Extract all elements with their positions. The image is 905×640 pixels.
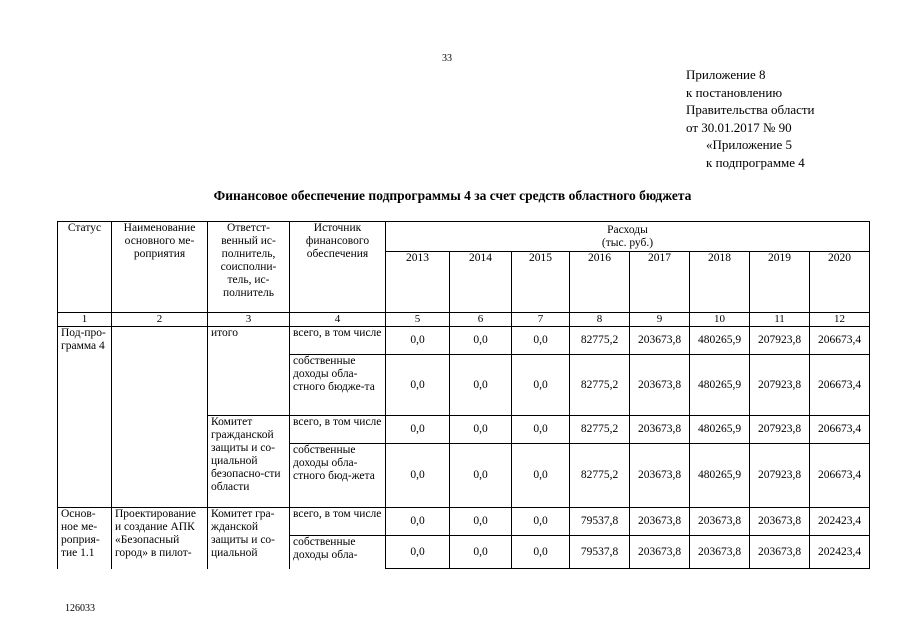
value-cell: 206673,4 [810,355,870,416]
value-cell: 82775,2 [570,444,630,508]
column-number-row [58,313,870,327]
value-cell: 0,0 [512,327,570,355]
value-cell: 203673,8 [750,508,810,536]
value-cell: 207923,8 [750,355,810,416]
header-source: Источник финансового обеспечения [290,222,386,313]
value-cell: 203673,8 [750,536,810,569]
annex-line: Правительства области [686,102,815,117]
value-cell: 0,0 [386,327,450,355]
document-code: 126033 [65,603,95,614]
value-cell: 0,0 [512,508,570,536]
value-cell: 82775,2 [570,355,630,416]
executor-cell: итого [208,327,290,416]
value-cell: 79537,8 [570,536,630,569]
source-cell: собственные доходы обла- [290,536,386,569]
column-number: 3 [208,313,290,327]
value-cell: 0,0 [386,355,450,416]
name-cell [112,327,208,508]
source-cell: собственные доходы обла-стного бюдже-та [290,355,386,416]
page-number: 33 [442,53,452,64]
status-cell: Под-про-грамма 4 [58,327,112,508]
column-number: 10 [690,313,750,327]
value-cell: 480265,9 [690,355,750,416]
column-number: 8 [570,313,630,327]
annex-line: от 30.01.2017 № 90 [686,119,792,135]
column-number: 2 [112,313,208,327]
value-cell: 203673,8 [630,416,690,444]
value-cell: 202423,4 [810,536,870,569]
column-number: 1 [58,313,112,327]
header-year: 2015 [512,252,570,313]
document-title: Финансовое обеспечение подпрограммы 4 за счет средств областного бюджета [213,188,692,203]
header-year: 2016 [570,252,630,313]
value-cell: 480265,9 [690,327,750,355]
value-cell: 0,0 [386,444,450,508]
value-cell: 203673,8 [630,536,690,569]
header-year: 2020 [810,252,870,313]
value-cell: 0,0 [512,416,570,444]
header-expenses [386,222,870,252]
header-executor: Ответст-венный ис-полнитель, соисполни-тель, ис-полнитель [208,222,290,313]
value-cell: 202423,4 [810,508,870,536]
value-cell: 203673,8 [630,508,690,536]
value-cell: 0,0 [450,327,512,355]
value-cell: 207923,8 [750,444,810,508]
source-cell: всего, в том числе [290,327,386,355]
header-year: 2013 [386,252,450,313]
value-cell: 203673,8 [630,327,690,355]
value-cell: 0,0 [450,508,512,536]
value-cell: 0,0 [512,444,570,508]
annex-line: Приложение 8 [686,67,766,82]
header-name: Наименование основного ме-роприятия [112,222,208,313]
value-cell: 480265,9 [690,444,750,508]
value-cell: 0,0 [386,536,450,569]
annex-sub-line: «Приложение 5 [706,137,793,152]
value-cell: 203673,8 [630,444,690,508]
value-cell: 0,0 [386,508,450,536]
annex-sub-line: к подпрограмме 4 [706,154,805,170]
header-expenses-label: Расходы [607,223,648,236]
executor-cell: Комитет гра-жданской защиты и со-циальной [208,508,290,569]
column-number: 5 [386,313,450,327]
table-row [58,327,870,355]
header-year: 2017 [630,252,690,313]
value-cell: 203673,8 [630,355,690,416]
value-cell: 82775,2 [570,416,630,444]
status-cell: Основ-ное ме-роприя-тие 1.1 [58,508,112,569]
header-expenses-unit: (тыс. руб.) [601,236,654,249]
source-cell: всего, в том числе [290,416,386,444]
source-cell: собственные доходы обла-стного бюд-жета [290,444,386,508]
value-cell: 206673,4 [810,416,870,444]
value-cell: 203673,8 [690,508,750,536]
value-cell: 82775,2 [570,327,630,355]
value-cell: 79537,8 [570,508,630,536]
column-number: 12 [810,313,870,327]
value-cell: 480265,9 [690,416,750,444]
column-number: 6 [450,313,512,327]
table-row [58,508,870,536]
annex-line: к постановлению [686,84,783,100]
finance-table [57,221,870,569]
annex-block [686,66,815,171]
value-cell: 0,0 [450,416,512,444]
column-number: 7 [512,313,570,327]
value-cell: 0,0 [512,355,570,416]
header-row [58,222,870,252]
value-cell: 207923,8 [750,416,810,444]
value-cell: 207923,8 [750,327,810,355]
header-status: Статус [58,222,112,313]
column-number: 9 [630,313,690,327]
header-year: 2014 [450,252,512,313]
header-year: 2019 [750,252,810,313]
value-cell: 0,0 [450,355,512,416]
value-cell: 0,0 [386,416,450,444]
value-cell: 206673,4 [810,327,870,355]
header-year: 2018 [690,252,750,313]
column-number: 4 [290,313,386,327]
column-number: 11 [750,313,810,327]
value-cell: 0,0 [450,444,512,508]
executor-cell: Комитет гражданской защиты и со-циальной безопасно-сти области [208,416,290,508]
value-cell: 203673,8 [690,536,750,569]
value-cell: 0,0 [512,536,570,569]
source-cell: всего, в том числе [290,508,386,536]
value-cell: 0,0 [450,536,512,569]
value-cell: 206673,4 [810,444,870,508]
name-cell: Проектирование и создание АПК «Безопасный город» в пилот- [112,508,208,569]
